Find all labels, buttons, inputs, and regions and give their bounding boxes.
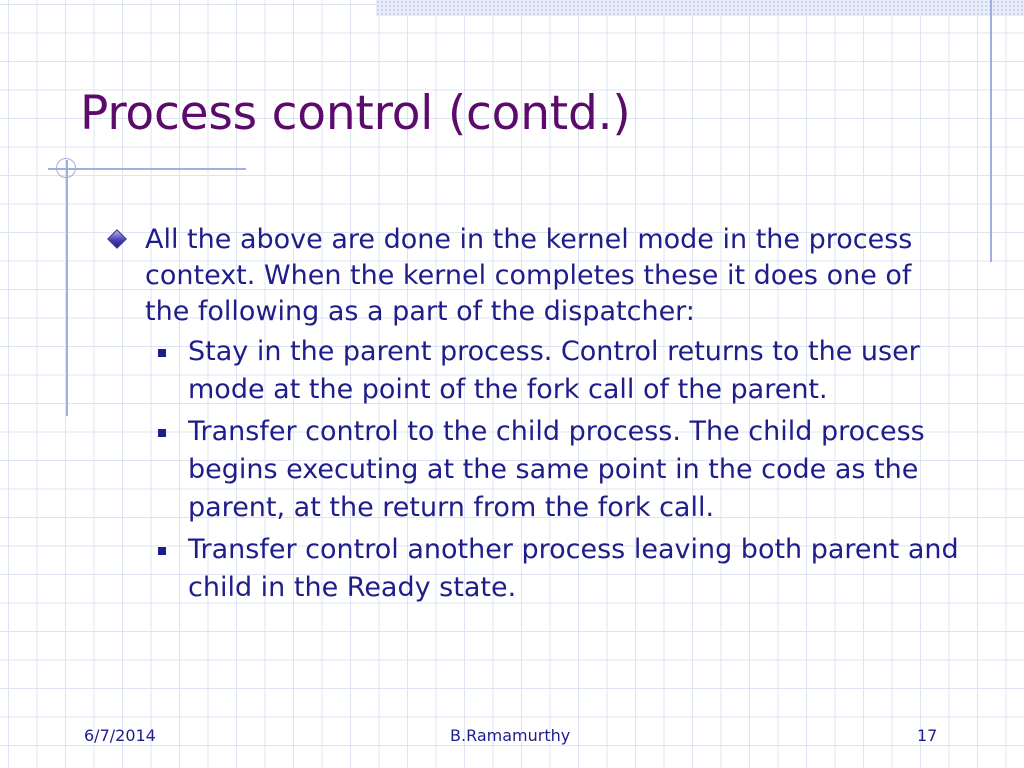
decorative-vertical-line-left — [66, 160, 68, 416]
top-decorative-band — [376, 0, 1024, 16]
sub-bullet-item — [188, 413, 960, 527]
main-bullet-item — [100, 222, 960, 330]
sub-bullet-list — [100, 333, 960, 607]
footer-author: B.Ramamurthy — [450, 726, 571, 745]
diamond-bullet-icon — [107, 229, 127, 249]
square-bullet-icon — [158, 547, 166, 555]
decorative-vertical-line-right — [990, 0, 992, 262]
slide-title: Process control (contd.) — [80, 86, 631, 141]
sub-bullet-text: Transfer control to the child process. The child process begins executing at the same point in the code as the parent, at the return from the fork call. — [188, 416, 925, 523]
title-underline — [48, 168, 246, 170]
footer-page-number: 17 — [917, 726, 938, 745]
main-bullet-text: All the above are done in the kernel mode in the process context. When the kernel completes these it does one of the following as a part of the dispatcher: — [145, 224, 913, 327]
sub-bullet-item — [188, 531, 960, 607]
slide-body — [100, 222, 960, 611]
sub-bullet-text: Transfer control another process leaving both parent and child in the Ready state. — [188, 534, 959, 603]
square-bullet-icon — [158, 349, 166, 357]
crosshair-circle-icon — [56, 158, 76, 178]
square-bullet-icon — [158, 429, 166, 437]
sub-bullet-item — [188, 333, 960, 409]
footer-date: 6/7/2014 — [84, 726, 156, 745]
sub-bullet-text: Stay in the parent process. Control returns to the user mode at the point of the fork call of the parent. — [188, 336, 920, 405]
